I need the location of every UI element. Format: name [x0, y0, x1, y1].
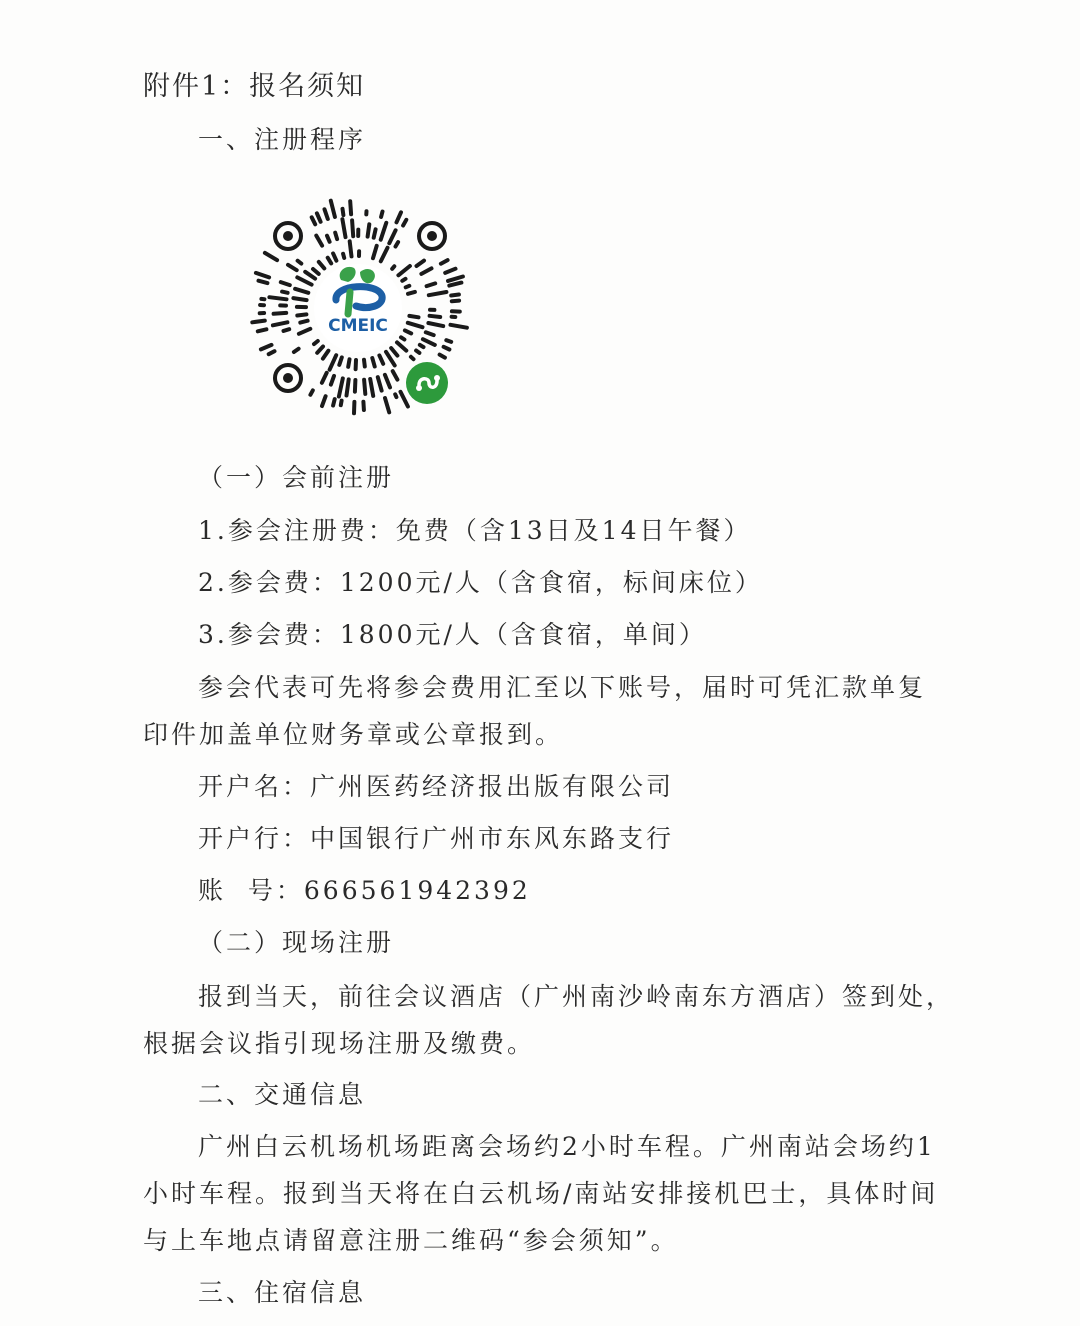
qr-ray	[328, 258, 332, 264]
qr-ray	[381, 223, 387, 240]
qr-ray	[401, 337, 404, 339]
qr-ray	[440, 355, 445, 358]
qr-ray	[347, 379, 349, 395]
qr-ray	[406, 286, 410, 288]
onsite-paragraph-line-2: 根据会议指引现场注册及缴费。	[143, 1029, 536, 1058]
qr-ray	[378, 377, 382, 390]
qr-ray	[312, 217, 316, 224]
qr-ray	[398, 266, 410, 275]
qr-ray	[408, 292, 415, 294]
qr-ray	[322, 396, 326, 406]
qr-ray	[441, 260, 448, 264]
qr-ray	[427, 283, 436, 286]
qr-ray	[282, 292, 288, 293]
qr-ray	[310, 390, 312, 394]
qr-ray	[317, 347, 323, 353]
qr-ray	[261, 345, 272, 350]
qr-ray	[449, 283, 461, 286]
qr-ray	[355, 380, 356, 392]
transport-paragraph-line-1: 广州白云机场机场距离会场约2小时车程。广州南站会场约1	[198, 1132, 936, 1161]
fee-item-2: 2.参会费：1200元/人（含食宿，标间床位）	[198, 568, 763, 597]
qr-ray	[327, 236, 330, 242]
qr-ray	[274, 313, 287, 314]
qr-ray	[401, 392, 408, 407]
qr-ray	[259, 281, 268, 283]
qr-ray	[265, 253, 277, 260]
qr-ray	[352, 220, 353, 236]
qr-ray	[395, 394, 396, 397]
bank-name: 开户行：中国银行广州市东风东路支行	[198, 824, 675, 853]
qr-ray	[372, 358, 374, 367]
qr-ray	[281, 282, 290, 285]
account-name: 开户名：广州医药经济报出版有限公司	[198, 772, 675, 801]
qr-ray	[403, 220, 406, 226]
qr-ray	[297, 277, 311, 284]
onsite-paragraph-line-1: 报到当天，前往会议酒店（广州南沙岭南东方酒店）签到处，	[198, 982, 955, 1011]
qr-ray	[350, 241, 352, 256]
qr-ray	[411, 357, 414, 359]
qr-ray	[323, 351, 329, 359]
qr-ray	[451, 295, 459, 296]
qr-ray	[452, 301, 459, 302]
qr-ray	[444, 347, 450, 350]
qr-ray	[393, 371, 398, 380]
payment-paragraph-line-1: 参会代表可先将参会费用汇至以下账号，届时可凭汇款单复	[198, 673, 927, 702]
qr-ray	[269, 297, 286, 299]
qr-ray	[423, 339, 435, 345]
section-heading-transport: 二、交通信息	[198, 1080, 367, 1109]
qr-ray	[381, 248, 388, 262]
qr-ray	[385, 375, 390, 388]
qr-ray	[313, 269, 319, 274]
qr-ray	[370, 379, 373, 396]
qr-ray	[446, 340, 451, 342]
account-number: 账 号：666561942392	[198, 876, 531, 905]
qr-ray	[333, 253, 336, 260]
section-heading-accommodation: 三、住宿信息	[198, 1278, 367, 1307]
qr-ray	[385, 398, 389, 412]
subheading-pre-registration: （一）会前注册	[198, 463, 395, 492]
qr-ray	[397, 342, 406, 350]
qr-ray	[339, 378, 343, 396]
qr-ray	[319, 262, 325, 269]
qr-ray	[322, 373, 327, 383]
qr-ray	[350, 201, 351, 214]
qr-ray	[294, 349, 299, 352]
qr-ray	[402, 279, 405, 281]
transport-paragraph-line-3: 与上车地点请留意注册二维码“参会须知”。	[143, 1226, 679, 1255]
qr-ray	[330, 355, 337, 370]
qr-ray	[392, 266, 394, 269]
qr-ray	[448, 277, 463, 281]
qr-ray	[373, 246, 377, 258]
qr-ray	[396, 242, 399, 246]
qr-ray	[342, 219, 345, 237]
cmeic-logo-icon	[314, 264, 402, 352]
qr-ray	[417, 261, 425, 266]
qr-ray	[397, 212, 402, 222]
subheading-onsite-registration: （二）现场注册	[198, 928, 395, 957]
qr-ray	[331, 201, 335, 217]
qr-finder-top-right	[419, 223, 445, 249]
qr-ray	[445, 269, 455, 273]
qr-ray	[343, 254, 344, 258]
qr-ray	[364, 360, 365, 367]
document-title: 附件1：报名须知	[143, 71, 366, 102]
qr-ray	[314, 341, 318, 344]
qr-ray	[389, 230, 395, 243]
qr-finder-top-left	[275, 223, 301, 249]
qr-ray	[269, 351, 275, 354]
qr-ray	[331, 376, 334, 385]
qr-ray	[339, 357, 342, 365]
qr-ray	[335, 233, 337, 239]
qr-ray	[298, 261, 302, 264]
qr-ray	[379, 355, 383, 363]
mini-program-qr-code[interactable]	[238, 188, 478, 428]
fee-item-1: 1.参会注册费：免费（含13日及14日午餐）	[198, 516, 752, 545]
qr-ray	[316, 236, 322, 246]
qr-ray	[421, 268, 431, 274]
qr-finder-bottom-left	[275, 365, 301, 391]
mini-program-badge-icon	[406, 362, 448, 404]
qr-ray	[416, 351, 419, 353]
payment-paragraph-line-2: 印件加盖单位财务章或公章报到。	[143, 720, 564, 749]
qr-ray	[325, 209, 328, 219]
qr-ray	[429, 292, 447, 295]
qr-ray	[391, 348, 397, 356]
qr-ray	[305, 272, 315, 279]
qr-ray	[420, 345, 424, 347]
qr-ray	[295, 289, 308, 293]
qr-logo-text: CMEIC	[328, 316, 388, 336]
qr-code-graphic	[238, 188, 478, 428]
qr-ray	[381, 212, 382, 217]
qr-ray	[341, 401, 342, 406]
qr-ray	[343, 209, 344, 215]
qr-ray	[288, 265, 297, 270]
qr-ray	[293, 298, 306, 300]
qr-ray	[368, 224, 370, 236]
qr-ray	[256, 273, 269, 278]
transport-paragraph-line-2: 小时车程。报到当天将在白云机场/南站安排接机巴士，具体时间	[143, 1179, 939, 1208]
qr-ray	[333, 399, 335, 405]
section-heading-registration: 一、注册程序	[198, 125, 367, 154]
fee-item-3: 3.参会费：1800元/人（含食宿，单间）	[198, 620, 707, 649]
qr-ray	[348, 359, 349, 367]
qr-ray	[363, 402, 364, 410]
qr-ray	[374, 229, 376, 237]
qr-ray	[317, 213, 321, 222]
qr-ray	[364, 380, 365, 394]
